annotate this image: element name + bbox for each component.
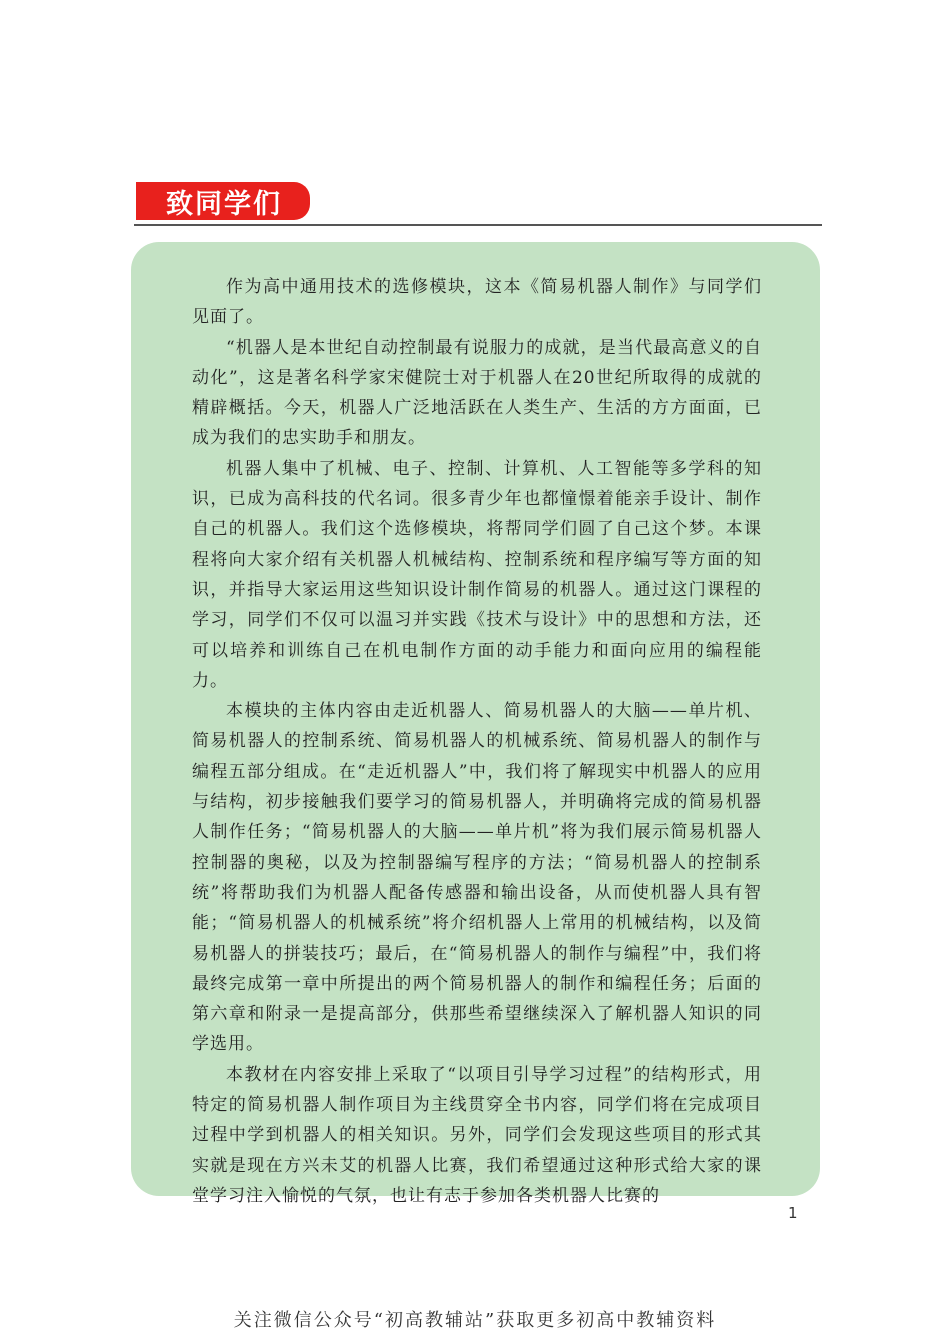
- page-number: 1: [788, 1204, 798, 1222]
- page-title: 致同学们: [166, 188, 282, 220]
- body-text: [192, 272, 762, 1211]
- section-title-badge: [136, 182, 310, 220]
- paragraph: 机器人集中了机械、电子、控制、计算机、人工智能等多学科的知识，已成为高科技的代名词。很多青少年也都憧憬着能亲手设计、制作自己的机器人。我们这个选修模块，将帮同学们圆了自己这个梦。本课程将向大家介绍有关机器人机械结构、控制系统和程序编写等方面的知识，并指导大家运用这些知识设计制作简易的机器人。通过这门课程的学习，同学们不仅可以温习并实践《技术与设计》中的思想和方法，还可以培养和训练自己在机电制作方面的动手能力和面向应用的编程能力。: [192, 458, 762, 691]
- paragraph: 作为高中通用技术的选修模块，这本《简易机器人制作》与同学们见面了。: [192, 277, 762, 328]
- paragraph: 本教材在内容安排上采取了“以项目引导学习过程”的结构形式，用特定的简易机器人制作项目为主线贯穿全书内容，同学们将在完成项目过程中学到机器人的相关知识。另外，同学们会发现这些项目的形式其实就是现在方兴未艾的机器人比赛，我们希望通过这种形式给大家的课堂学习注入愉悦的气氛，也让有志于参加各类机器人比赛的: [192, 1064, 762, 1206]
- title-divider: [134, 224, 822, 226]
- paragraph: 本模块的主体内容由走近机器人、简易机器人的大脑——单片机、简易机器人的控制系统、简易机器人的机械系统、简易机器人的制作与编程五部分组成。在“走近机器人”中，我们将了解现实中机器人的应用与结构，初步接触我们要学习的简易机器人，并明确将完成的简易机器人制作任务；“简易机器人的大脑——单片机”将为我们展示简易机器人控制器的奥秘，以及为控制器编写程序的方法；“简易机器人的控制系统”将帮助我们为机器人配备传感器和输出设备，从而使机器人具有智能；“简易机器人的机械系统”将介绍机器人上常用的机械结构，以及简易机器人的拼装技巧；最后，在“简易机器人的制作与编程”中，我们将最终完成第一章中所提出的两个简易机器人的制作和编程任务；后面的第六章和附录一是提高部分，供那些希望继续深入了解机器人知识的同学选用。: [192, 701, 762, 1055]
- paragraph: “机器人是本世纪自动控制最有说服力的成就，是当代最高意义的自动化”，这是著名科学家宋健院士对于机器人在20世纪所取得的成就的精辟概括。今天，机器人广泛地活跃在人类生产、生活的方方面面，已成为我们的忠实助手和朋友。: [192, 337, 762, 449]
- footer-note: 关注微信公众号“初高教辅站”获取更多初高中教辅资料: [233, 1310, 717, 1331]
